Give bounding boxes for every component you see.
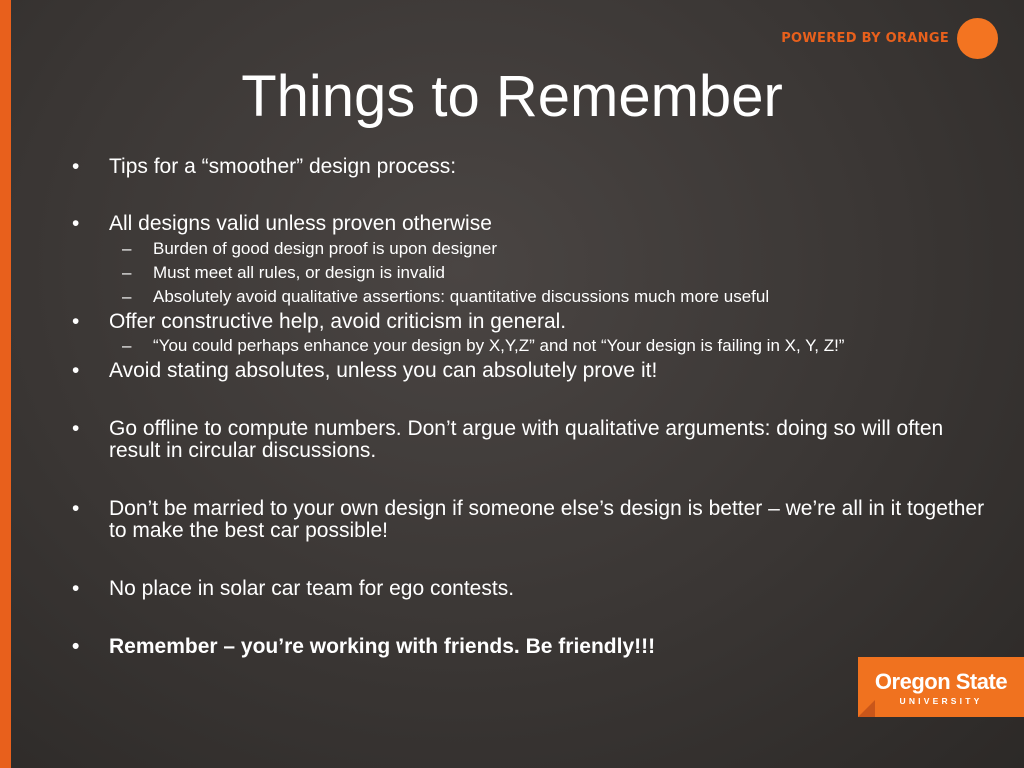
bullet-text: Avoid stating absolutes, unless you can absolutely prove it! bbox=[109, 359, 658, 382]
bullet-dot-icon: • bbox=[72, 155, 80, 178]
oregon-state-logo bbox=[858, 657, 1024, 717]
sub-bullet-text: Must meet all rules, or design is invalid bbox=[153, 263, 445, 282]
sub-bullet-item bbox=[72, 239, 992, 259]
logo-fold-shape bbox=[858, 700, 875, 717]
sub-bullet-item bbox=[72, 263, 992, 283]
sub-bullet-item bbox=[72, 337, 992, 355]
dash-icon: – bbox=[122, 239, 132, 258]
bullet-text: Offer constructive help, avoid criticism in general. bbox=[109, 310, 567, 333]
logo-subtitle: UNIVERSITY bbox=[899, 696, 983, 706]
bullet-item bbox=[72, 636, 992, 658]
bullet-item bbox=[72, 578, 992, 600]
bullet-item bbox=[72, 213, 992, 235]
bullet-item bbox=[72, 360, 992, 382]
brand-tagline: POWERED BY ORANGE bbox=[781, 30, 949, 46]
bullet-dot-icon: • bbox=[72, 359, 80, 382]
bullet-list bbox=[72, 152, 992, 658]
bullet-text: No place in solar car team for ego contests. bbox=[109, 577, 515, 600]
dash-icon: – bbox=[122, 263, 132, 282]
sub-bullet-text: Burden of good design proof is upon designer bbox=[153, 239, 498, 258]
bullet-dot-icon: • bbox=[72, 417, 80, 440]
powered-by-orange-badge bbox=[781, 19, 998, 57]
slide-title: Things to Remember bbox=[241, 64, 783, 129]
bullet-text: All designs valid unless proven otherwise bbox=[109, 212, 492, 235]
bullet-text: Tips for a “smoother” design process: bbox=[109, 155, 457, 178]
dash-icon: – bbox=[122, 287, 132, 306]
bullet-item bbox=[72, 311, 992, 333]
bullet-item bbox=[72, 498, 992, 542]
bullet-text: Go offline to compute numbers. Don’t argue with qualitative arguments: doing so will often result in circular discussions. bbox=[109, 417, 944, 462]
bullet-dot-icon: • bbox=[72, 497, 80, 520]
bullet-item bbox=[72, 156, 992, 178]
bullet-dot-icon: • bbox=[72, 212, 80, 235]
bullet-dot-icon: • bbox=[72, 635, 80, 658]
logo-name: Oregon State bbox=[874, 669, 1008, 694]
orange-circle-icon bbox=[957, 18, 998, 59]
bullet-text: Remember – you’re working with friends. Be friendly!!! bbox=[109, 635, 656, 658]
sub-bullet-text: “You could perhaps enhance your design by X,Y,Z” and not “Your design is failing in X, Y, Z!” bbox=[153, 336, 845, 355]
sub-bullet-text: Absolutely avoid qualitative assertions: quantitative discussions much more useful bbox=[153, 287, 770, 306]
bullet-dot-icon: • bbox=[72, 577, 80, 600]
sub-bullet-item bbox=[72, 287, 992, 307]
bullet-dot-icon: • bbox=[72, 310, 80, 333]
dash-icon: – bbox=[122, 336, 132, 355]
bullet-item bbox=[72, 418, 992, 462]
bullet-text: Don’t be married to your own design if someone else’s design is better – we’re all in it together to make the best car possible! bbox=[109, 497, 985, 542]
